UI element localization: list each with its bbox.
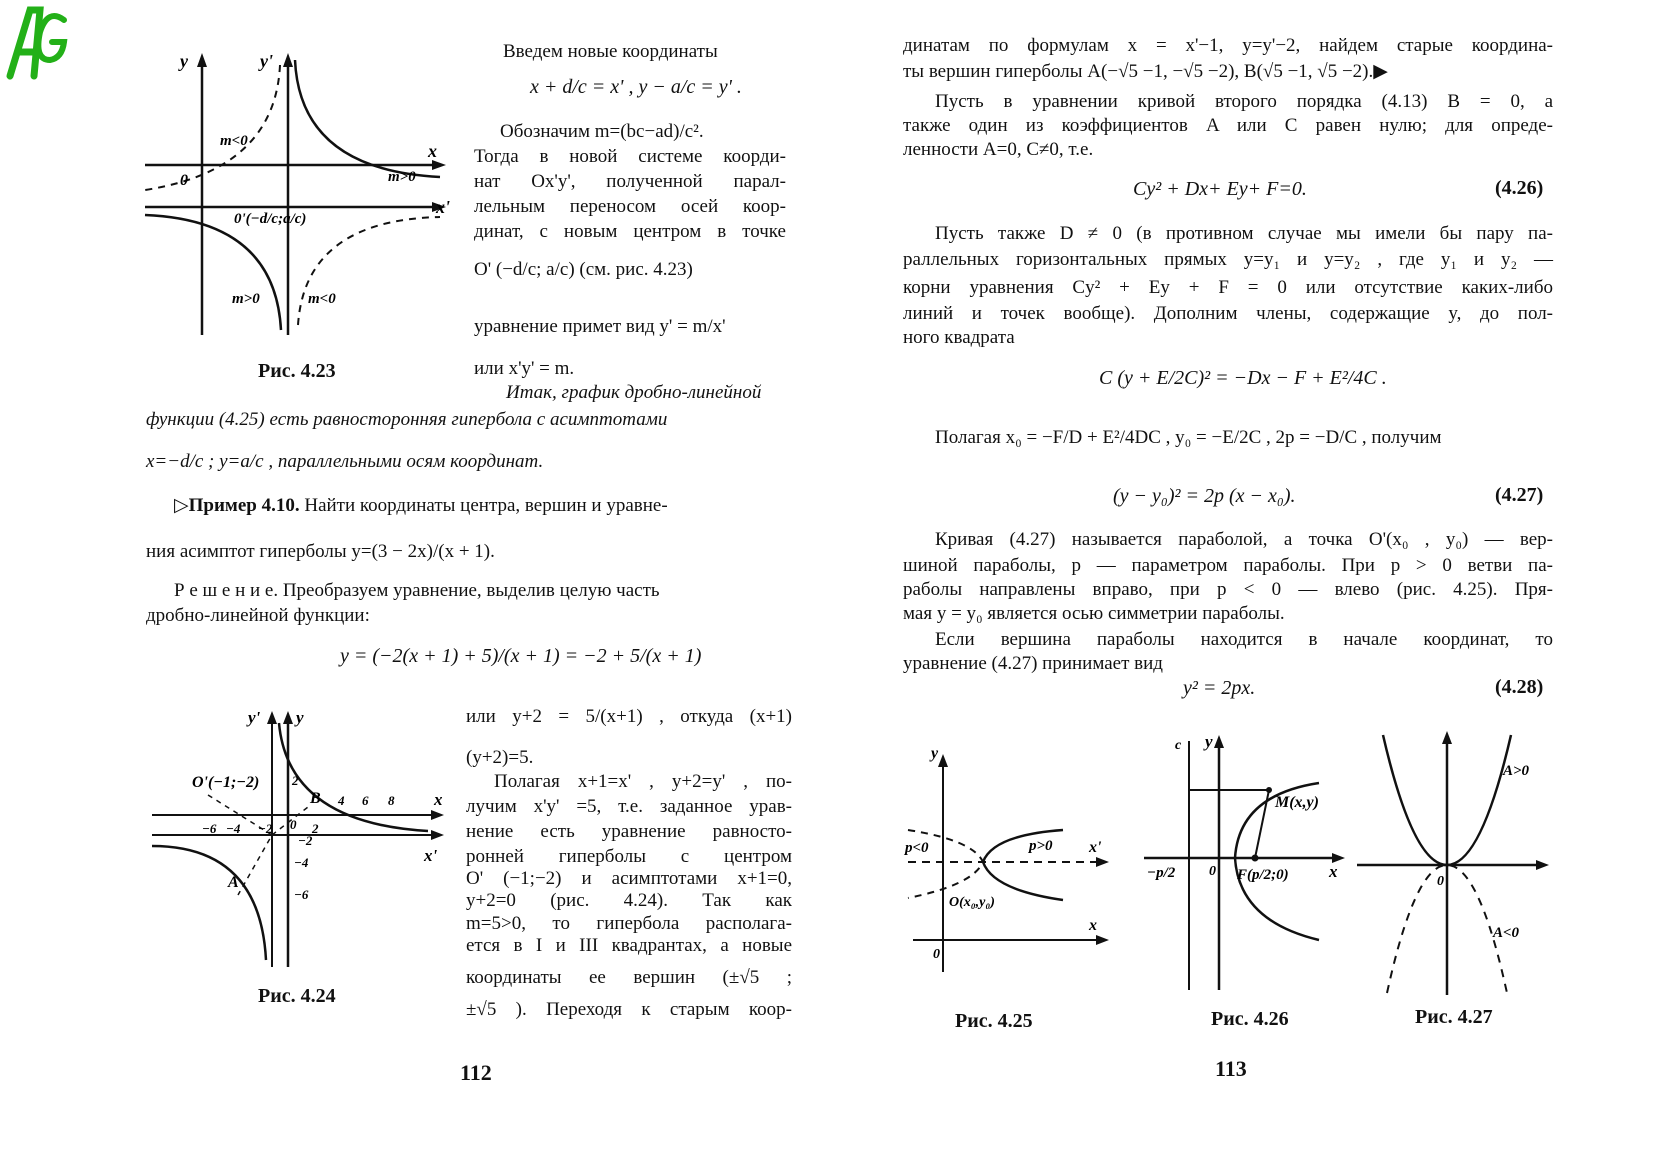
- fig427-label-zero: 0: [1437, 874, 1444, 889]
- rp-line-15: Если вершина параболы находится в начале координат, то: [935, 629, 1553, 650]
- fig424-label-a: A: [228, 874, 239, 891]
- eq-or-text: или x'y' = m.: [474, 358, 575, 379]
- page-number-right: 113: [1215, 1056, 1247, 1081]
- fig425-label-x: x: [1089, 917, 1097, 934]
- right-page: [831, 0, 1662, 1161]
- fig423-label-mneg2: m<0: [308, 291, 336, 307]
- equation-substitution: Полагая x₀ = −F/D + E²/4DC , y₀ = −E/2C , 2p = −D/C , получим: [935, 427, 1442, 448]
- fig424-label-x: x: [434, 790, 443, 809]
- fig423-label-y: y: [180, 51, 188, 71]
- rp-line-8: корни уравнения Cy² + Ey + F = 0 или отсутствие каких-либо: [903, 277, 1553, 298]
- rp-line-10: ного квадрата: [903, 327, 1015, 348]
- r-line-1: или y+2 = 5/(x+1) , откуда (x+1): [466, 706, 792, 727]
- fig423-label-xp: x': [436, 197, 451, 217]
- fig423-label-x: x: [428, 141, 437, 161]
- fig426-label-f: F(p/2;0): [1237, 867, 1289, 883]
- equation-4-27-number: (4.27): [1495, 484, 1544, 506]
- fig424-tick-y-3: −4: [294, 855, 309, 870]
- r-line-9: m=5>0, то гипербола располага-: [466, 913, 792, 934]
- fig425-label-xp: x': [1089, 839, 1102, 856]
- r-line-10: ется в I и III квадрантах, а новые: [466, 935, 792, 956]
- example-label: ▷Пример 4.10.: [174, 495, 300, 516]
- p1-line-1: Тогда в новой системе коорди-: [474, 146, 786, 167]
- p1-line-3: лельным переносом осей коор-: [474, 196, 786, 217]
- eq-transform: y = (−2(x + 1) + 5)/(x + 1) = −2 + 5/(x + 1): [340, 645, 702, 667]
- r-line-8: y+2=0 (рис. 4.24). Так как: [466, 890, 792, 911]
- r-line-11: координаты ее вершин (±√5 ;: [466, 967, 792, 988]
- equation-complete-square: C (y + E/2C)² = −Dx − F + E²/4C .: [1099, 367, 1387, 389]
- example-heading: [174, 494, 668, 518]
- rp-line-14: мая y = y₀ является осью симметрии параболы.: [903, 603, 1285, 624]
- figure-4-24: [148, 705, 448, 970]
- fig424-tick-x-7: 6: [362, 793, 369, 808]
- conclusion-line-2: функции (4.25) есть равносторонняя гипербола с асимптотами: [146, 409, 668, 430]
- figure-4-25: [903, 740, 1113, 980]
- fig426-label-m: M(x,y): [1275, 794, 1319, 811]
- rp-line-12: шиной параболы, p — параметром параболы. При p > 0 ветви па-: [903, 555, 1553, 576]
- fig425-label-y: y: [931, 745, 939, 762]
- solution-line-2: дробно-линейной функции:: [146, 605, 370, 626]
- eq-coordinates: x + d/c = x' , y − a/c = y' .: [530, 76, 742, 98]
- designate-text: Обозначим m=(bc−ad)/c².: [500, 121, 704, 142]
- opoint-text: O' (−d/c; a/c) (см. рис. 4.23): [474, 259, 693, 280]
- fig424-tick-x-2: −4: [226, 821, 241, 836]
- fig427-label-apos: A>0: [1503, 763, 1530, 779]
- p1-line-4: динат, с новым центром в точке: [474, 221, 786, 242]
- fig424-tick-x-5: 2: [312, 821, 319, 836]
- fig423-caption: Рис. 4.23: [258, 360, 336, 382]
- page-number-left: 112: [460, 1060, 492, 1085]
- fig423-label-oprime: 0'(−d/c;a/c): [234, 211, 307, 227]
- solution-line-1: Р е ш е н и е. Преобразуем уравнение, выделив целую часть: [174, 580, 660, 601]
- fig424-tick-x-3: −2: [258, 821, 273, 836]
- fig424-tick-x-4: 0: [290, 817, 297, 832]
- rp-line-7: раллельных горизонтальных прямых y=y₁ и y=y₂ , где y₁ и y₂ —: [903, 249, 1553, 270]
- fig426-label-x: x: [1329, 862, 1338, 881]
- rp-line-2: ты вершин гиперболы A(−√5 −1, −√5 −2), B(√5 −1, √5 −2).▶: [903, 61, 1388, 82]
- fig424-caption: Рис. 4.24: [258, 985, 336, 1007]
- fig424-label-o: O'(−1;−2): [192, 774, 260, 791]
- r-line-5: нение есть уравнение равносто-: [466, 821, 792, 842]
- logo-text: AG: [8, 80, 10, 81]
- fig426-label-c: c: [1175, 738, 1182, 753]
- fig425-label-pneg: p<0: [905, 840, 929, 856]
- p1-line-2: нат Ox'y', полученной парал-: [474, 171, 786, 192]
- r-line-6: ронней гиперболы с центром: [466, 846, 792, 867]
- rp-line-4: также один из коэффициентов A или C равен нулю; для опреде-: [903, 115, 1553, 136]
- r-line-4: лучим x'y' =5, т.е. заданное урав-: [466, 796, 792, 817]
- fig426-caption: Рис. 4.26: [1211, 1008, 1289, 1030]
- fig425-caption: Рис. 4.25: [955, 1010, 1033, 1032]
- r-line-3: Полагая x+1=x' , y+2=y' , по-: [494, 771, 792, 792]
- intro-text: Введем новые координаты: [503, 41, 718, 62]
- fig424-tick-x-1: −6: [202, 821, 217, 836]
- fig424-label-y: y: [296, 708, 304, 727]
- rp-line-13: раболы направлены вправо, при p < 0 — влево (рис. 4.25). Пря-: [903, 579, 1553, 600]
- rp-line-1: динатам по формулам x = x'−1, y=y'−2, найдем старые координа-: [903, 35, 1553, 56]
- fig425-label-zero: 0: [933, 947, 940, 962]
- rp-line-11: Кривая (4.27) называется параболой, а точка O'(x₀ , y₀) — вер-: [935, 529, 1553, 550]
- fig423-label-mneg1: m<0: [220, 133, 248, 149]
- rp-line-3: Пусть в уравнении кривой второго порядка (4.13) B = 0, а: [935, 91, 1553, 112]
- r-line-12: ±√5 ). Переходя к старым коор-: [466, 999, 792, 1020]
- equation-4-26: Cy² + Dx+ Ey+ F=0.: [1133, 178, 1307, 200]
- fig423-label-yp: y': [260, 51, 273, 71]
- fig424-label-xp: x': [424, 846, 438, 865]
- fig425-label-o: O(x₀,y₀): [949, 895, 995, 910]
- equation-4-27: (y − y₀)² = 2p (x − x₀).: [1113, 485, 1296, 507]
- fig426-label-mp2: −p/2: [1147, 865, 1176, 881]
- equation-4-26-number: (4.26): [1495, 177, 1544, 199]
- conclusion-line-3: x=−d/c ; y=a/c , параллельными осям координат.: [146, 451, 544, 472]
- fig423-label-mpos1: m>0: [388, 169, 416, 185]
- fig427-caption: Рис. 4.27: [1415, 1006, 1493, 1028]
- fig423-label-mpos2: m>0: [232, 291, 260, 307]
- fig424-tick-y-1: 2: [292, 773, 299, 788]
- fig424-label-b: B: [310, 790, 321, 807]
- fig423-label-zero: 0: [180, 172, 188, 189]
- rp-line-6: Пусть также D ≠ 0 (в противном случае мы имели бы пару па-: [935, 223, 1553, 244]
- example-statement-2: ния асимптот гиперболы y=(3 − 2x)/(x + 1).: [146, 541, 495, 562]
- eq-form-text: уравнение примет вид y' = m/x': [474, 316, 726, 337]
- example-statement: Найти координаты центра, вершин и уравне-: [304, 495, 668, 516]
- fig424-tick-y-2: −2: [298, 833, 313, 848]
- fig424-tick-y-4: −6: [294, 887, 309, 902]
- fig424-label-yp: y': [248, 708, 261, 727]
- figure-4-27: [1353, 725, 1553, 1000]
- equation-4-28-number: (4.28): [1495, 676, 1544, 698]
- conclusion-line-1: Итак, график дробно-линейной: [506, 382, 762, 403]
- rp-line-9: линий и точек вообще). Дополним члены, содержащие y, до пол-: [903, 303, 1553, 324]
- fig426-label-zero: 0: [1209, 864, 1216, 879]
- equation-4-28: y² = 2px.: [1183, 677, 1256, 699]
- fig424-tick-x-8: 8: [388, 793, 395, 808]
- fig424-tick-x-6: 4: [338, 793, 345, 808]
- fig426-label-y: y: [1205, 732, 1213, 751]
- figure-4-23: [140, 45, 460, 345]
- r-line-2: (y+2)=5.: [466, 747, 534, 768]
- fig427-label-aneg: A<0: [1493, 925, 1520, 941]
- figure-4-26: [1139, 725, 1359, 995]
- r-line-7: O' (−1;−2) и асимптотами x+1=0,: [466, 868, 792, 889]
- rp-line-16: уравнение (4.27) принимает вид: [903, 653, 1163, 674]
- fig425-label-ppos: p>0: [1029, 838, 1053, 854]
- rp-line-5: ленности A=0, C≠0, т.е.: [903, 139, 1094, 160]
